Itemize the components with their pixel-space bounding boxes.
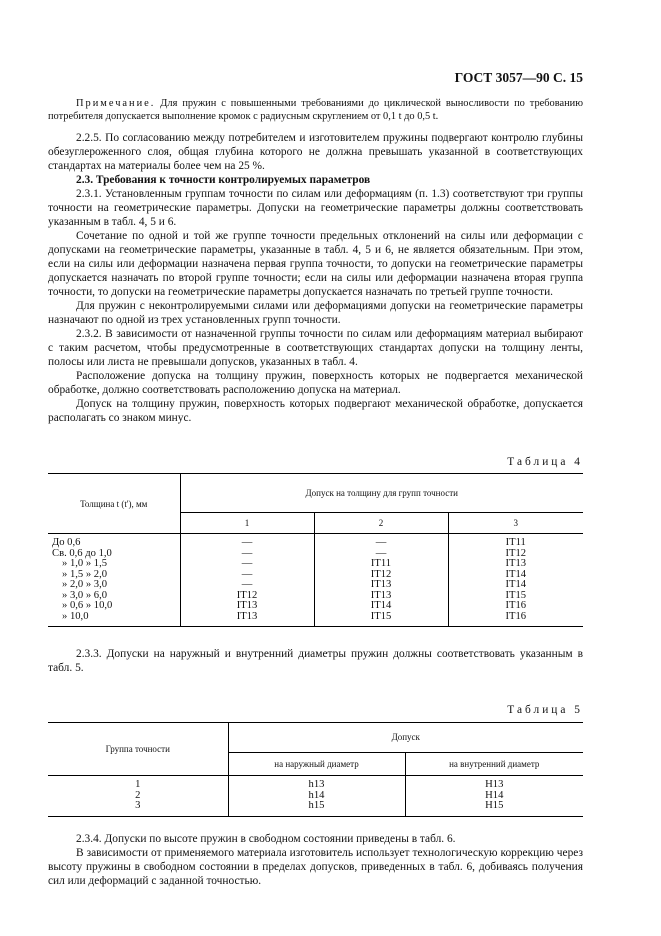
table-4	[48, 473, 583, 627]
clause-2-2-5: 2.2.5. По согласованию между потребителем и изготовителем пружины подвергают контролю глубины обезуглероженного слоя, общая глубина которого не должна превышать указанной в соответствующих стандартах на материалы более чем на 25 %.	[48, 132, 583, 172]
table-row: 1 h13 H13	[48, 776, 583, 791]
table4-group-1: 1	[180, 513, 314, 534]
paragraph-minus: Допуск на толщину пружин, поверхность которых подвергают механической обработке, допускается располагать со знаком минус.	[48, 398, 583, 424]
clause-2-3-4: 2.3.4. Допуски по высоте пружин в свободном состоянии приведены в табл. 6.	[76, 832, 456, 845]
paragraph-uncontrolled: Для пружин с неконтролируемыми силами или деформациями допуски на геометрические параметры назначают по одной из трех установленных групп точности.	[48, 300, 583, 326]
table5-col-outer: на наружный диаметр	[228, 752, 405, 775]
table5-caption: Таблица 5	[507, 704, 583, 716]
table-row: » 10,0 IT13 IT15 IT16	[48, 612, 583, 627]
table-row: » 1,0 » 1,5 — IT11 IT13	[48, 559, 583, 570]
paragraph-combination: Сочетание по одной и той же группе точности предельных отклонений на силы или деформации с допусками на геометрические параметры, указанные в табл. 4, 5 и 6, не является обязательным. При этом, если на силы или деформации назначена первая группа точности, то допуски на геометрические параметры допускается назначать по второй группе точности; если на силы или деформации назначена вторая группа точности, то допуски на геометрические параметры допускается назначать по третьей группе точности.	[48, 230, 583, 298]
table5-col-group: Группа точности	[48, 723, 228, 776]
paragraph-location: Расположение допуска на толщину пружин, поверхность которых не подвергается механической обработке, должно соответствовать расположению допуска на материал.	[48, 370, 583, 396]
table4-caption: Таблица 4	[507, 456, 583, 468]
table-5	[48, 722, 583, 817]
note-paragraph	[48, 97, 583, 123]
table5-col-inner: на внутренний диаметр	[405, 752, 583, 775]
table-row: » 2,0 » 3,0 — IT13 IT14	[48, 580, 583, 591]
table-row: » 3,0 » 6,0 IT12 IT13 IT15	[48, 591, 583, 602]
table4-col-thickness: Толщина t (t'), мм	[48, 474, 180, 534]
table-row: До 0,6 — — IT11	[48, 534, 583, 549]
section-heading-2-3: 2.3. Требования к точности контролируемых параметров	[76, 174, 371, 186]
table4-group-3: 3	[448, 513, 583, 534]
table-row: 2 h14 H14	[48, 791, 583, 802]
note-label: Примечание.	[76, 98, 156, 109]
table4-group-header: Допуск на толщину для групп точности	[180, 474, 583, 513]
note-text: Для пружин с повышенными требованиями до циклической выносливости по требованию потребителя допускается выполнение кромок с радиусным скруглением от 0,1 t до 0,5 t.	[48, 98, 583, 122]
table-row: » 1,5 » 2,0 — IT12 IT14	[48, 570, 583, 581]
table4-group-2: 2	[314, 513, 448, 534]
table-row: 3 h15 H15	[48, 801, 583, 816]
page-header: ГОСТ 3057—90 С. 15	[454, 70, 583, 85]
paragraph-correction: В зависимости от применяемого материала изготовитель использует технологическую коррекцию через высоту пружины в свободном состоянии в пределах допусков, приведенных в табл. 6, добиваясь получения сил или деформаций с заданной точностью.	[48, 846, 583, 887]
table-row: » 0,6 » 10,0 IT13 IT14 IT16	[48, 601, 583, 612]
table5-group-header: Допуск	[228, 723, 583, 753]
clause-2-3-2: 2.3.2. В зависимости от назначенной группы точности по силам или деформациям материал выбирают с таким расчетом, чтобы предусмотренные в соответствующих стандартах допуски на толщину ленты, полосы или листа не превышали допусков, указанных в табл. 4.	[48, 328, 583, 368]
table-row: Св. 0,6 до 1,0 — — IT12	[48, 549, 583, 560]
document-body	[48, 97, 583, 888]
clause-2-3-1: 2.3.1. Установленным группам точности по силам или деформациям (п. 1.3) соответствуют три группы точности на геометрические параметры. Допуски на геометрические параметры должны соответствовать указанным в табл. 4, 5 и 6.	[48, 188, 583, 228]
clause-2-3-3: 2.3.3. Допуски на наружный и внутренний диаметры пружин должны соответствовать указанным в табл. 5.	[48, 648, 583, 674]
